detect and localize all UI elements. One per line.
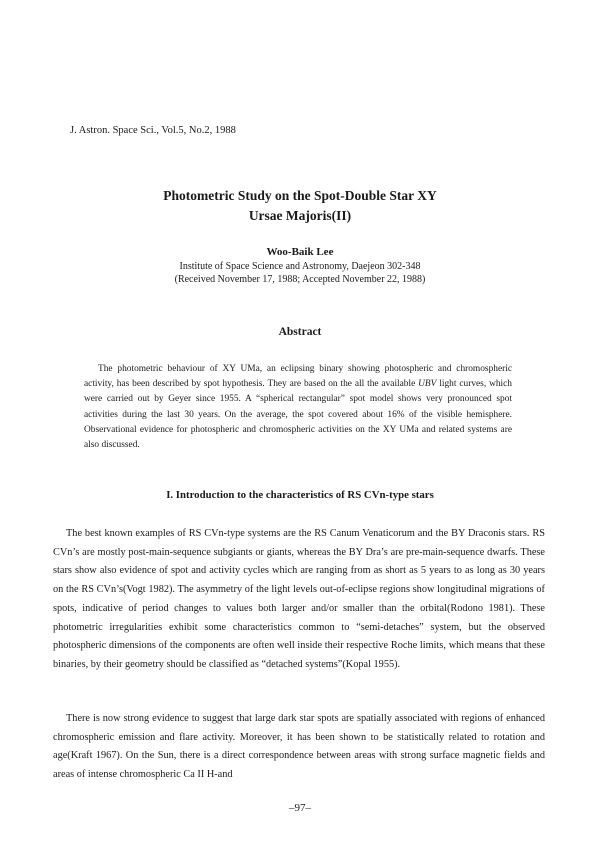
title-line-1: Photometric Study on the Spot-Double Star XY (163, 188, 437, 203)
journal-citation: J. Astron. Space Sci., Vol.5, No.2, 1988 (70, 125, 236, 136)
body-paragraph-1: The best known examples of RS CVn-type systems are the RS Canum Venaticorum and the BY Draconis stars. RS CVn’s are mostly post-main-sequence subgiants or giants, whereas the BY Dra’s are pre-main-sequence dwarfs. These stars show also evidence of spot and activity cycles which are ranging from as short as 5 years to as long as 30 years on the RS CVn’s(Vogt 1982). The asymmetry of the light levels out-of-eclipse regions show longitudinal migrations of spots, indicative of period changes to values both larger and/or smaller than the orbital(Rodono 1981). These photometric irregularities exhibit some characteristics common to “semi-detaches” system, but the observed photospheric dimensions of the components are often well inside their respective Roche limits, which means that these binaries, by their geometry should be classified as “detached systems”(Kopal 1955). (53, 528, 545, 670)
section-heading: I. Introduction to the characteristics of RS CVn-type stars (166, 489, 434, 501)
abstract-text-part2: light curves, which were carried out by Geyer since 1955. A “spherical rectangular” spot model shows very pronounced spot activities during the last 30 years. On the average, the spot covered about 16% of the visible hemisphere. Observational evidence for photospheric and chromospheric activities on the XY UMa and related systems are also discussed. (84, 379, 512, 451)
author-name: Woo-Baik Lee (266, 246, 334, 258)
body-paragraph-2: There is now strong evidence to suggest that large dark star spots are spatially associated with regions of enhanced chromospheric emission and flare activity. Moreover, it has been shown to be statistically related to rotation and age(Kraft 1967). On the Sun, there is a direct correspondence between areas with strong surface magnetic fields and areas of intense chromospheric Ca II H-and (53, 713, 545, 781)
abstract-text (84, 362, 512, 453)
ubv-term: UBV (418, 379, 437, 390)
affiliation: Institute of Space Science and Astronomy, Daejeon 302-348 (179, 261, 421, 272)
abstract-heading: Abstract (278, 326, 322, 338)
abstract-text-part1: The photometric behaviour of XY UMa, an eclipsing binary showing photospheric and chromospheric activity, has been described by spot hypothesis. They are based on the all the available (84, 364, 512, 390)
paper-title (0, 186, 600, 226)
title-line-2: Ursae Majoris(II) (248, 208, 352, 223)
received-dates: (Received November 17, 1988; Accepted November 22, 1988) (174, 274, 426, 285)
author-affiliation-block (0, 260, 600, 286)
page-number: –97– (289, 802, 311, 814)
